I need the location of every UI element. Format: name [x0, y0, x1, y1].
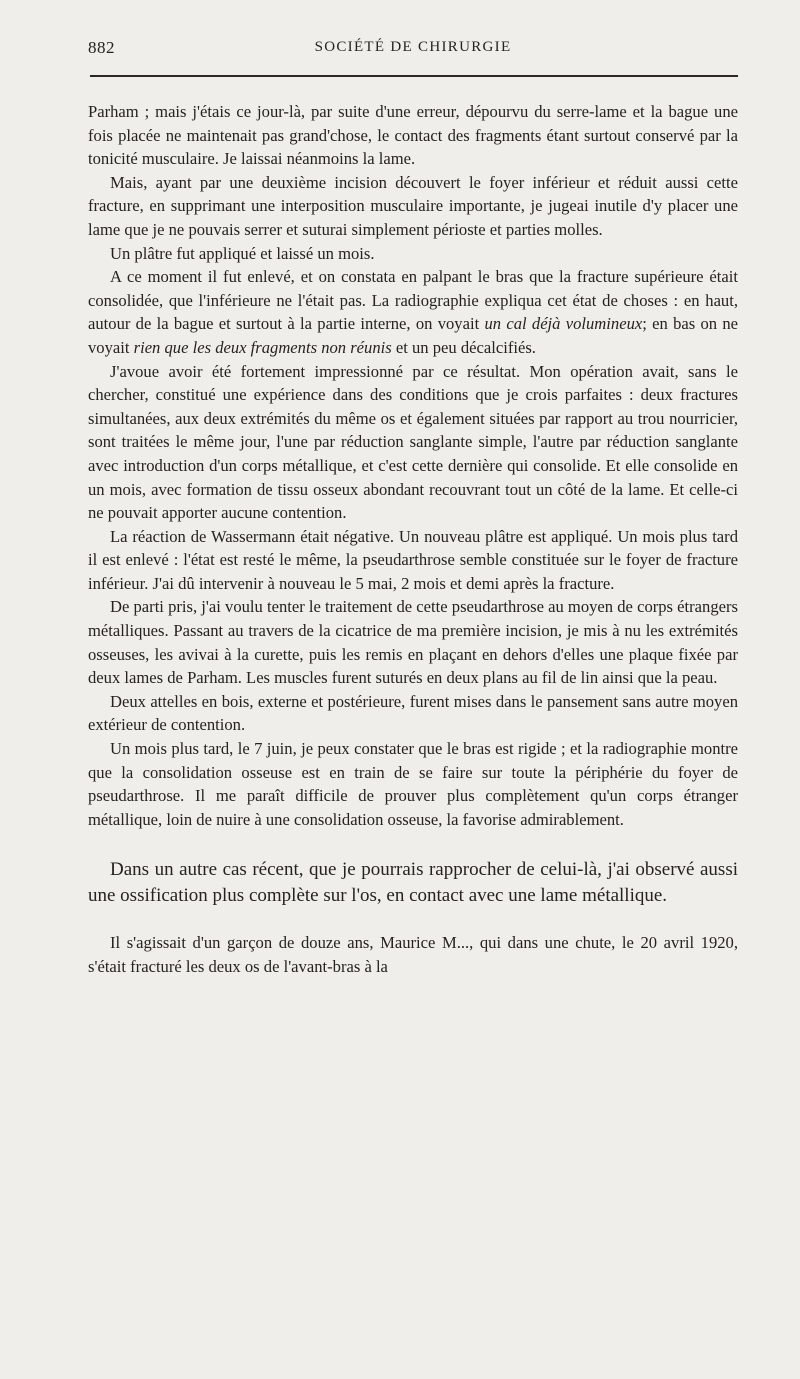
paragraph: Un mois plus tard, le 7 juin, je peux constater que le bras est rigide ; et la radiographie montre que la consolidation osseuse est en train de se faire sur toute la périphérie du foyer de pseudarthrose. Il me paraît difficile de prouver plus complètement qu'un corps étranger métallique, loin de nuire à une consolidation osseuse, la favorise admirablement.: [88, 739, 738, 829]
paragraph: Un plâtre fut appliqué et laissé un mois.: [110, 243, 375, 263]
paragraph-text: et un peu décalcifiés.: [391, 337, 536, 357]
paragraph: De parti pris, j'ai voulu tenter le traitement de cette pseudarthrose au moyen de corps étrangers métalliques. Passant au travers de la cicatrice de ma première incision, je mis à nu les extrémités osseuses, les avivai à la curette, puis les remis en plaçant en dehors d'elles une plaque fixée par deux lames de Parham. Les muscles furent suturés en deux plans au fil de lin ainsi que la peau.: [88, 597, 738, 688]
paragraph: La réaction de Wassermann était négative. Un nouveau plâtre est appliqué. Un mois plus tard il est enlevé : l'état est resté le même, la pseudarthrose semble constituée sur le foyer de fracture inférieur. J'ai dû intervenir à nouveau le 5 mai, 2 mois et demi après la fracture.: [88, 526, 738, 593]
header-rule: [90, 75, 738, 77]
paragraph-text: A ce moment il fut enlevé, et on constata en palpant le bras que la fracture supérieure était consolidée, que l'inférieure ne l'était pas. La radiographie expliqua cet état de choses : en haut, autour de la bague et surtout à la partie interne, on voyait: [88, 267, 738, 334]
page-header: [88, 38, 738, 64]
paragraph: Mais, ayant par une deuxième incision découvert le foyer inférieur et réduit aussi cette fracture, en supprimant une interposition musculaire importante, je jugeai inutile d'y placer une lame que je ne pouvais serrer et suturai simplement périoste et parties molles.: [88, 172, 738, 239]
paragraph: Parham ; mais j'étais ce jour-là, par suite d'une erreur, dépourvu du serre-lame et la bague une fois placée ne maintenait pas grand'chose, le contact des fragments étant surtout conservé par la tonicité musculaire. Je laissai néanmoins la lame.: [88, 102, 738, 169]
paragraph: J'avoue avoir été fortement impressionné par ce résultat. Mon opération avait, sans le chercher, constitué une expérience dans des conditions que je crois parfaites : deux fractures simultanées, aux deux extrémités du même os et également situées par rapport au trou nourricier, sont traitées le même jour, l'une par réduction sanglante simple, l'autre par réduction sanglante avec introduction d'un corps métallique, et c'est cette dernière qui consolide. Et elle consolide en un mois, avec formation de tissu osseux abondant recouvrant tout un côté de la lame. Et celle-ci ne pouvait apporter aucune contention.: [88, 361, 738, 523]
body-text: [88, 100, 738, 979]
paragraph: Deux attelles en bois, externe et postérieure, furent mises dans le pansement sans autre moyen extérieur de contention.: [88, 691, 738, 735]
paragraph: [88, 265, 738, 359]
italic-phrase: un cal déjà volumineux: [484, 314, 643, 334]
paragraph-text: ; en bas on ne voyait: [88, 314, 738, 357]
page-number: 882: [88, 38, 115, 57]
running-title: SOCIÉTÉ DE CHIRURGIE: [314, 39, 512, 55]
italic-phrase: rien que les deux fragments non réunis: [133, 337, 392, 357]
paragraph-large: Dans un autre cas récent, que je pourrais rapprocher de celui-là, j'ai observé aussi une ossification plus complète sur l'os, en contact avec une lame métallique.: [88, 859, 738, 907]
paragraph: Il s'agissait d'un garçon de douze ans, Maurice M..., qui dans une chute, le 20 avril 1920, s'était fracturé les deux os de l'avant-bras à la: [88, 933, 738, 976]
